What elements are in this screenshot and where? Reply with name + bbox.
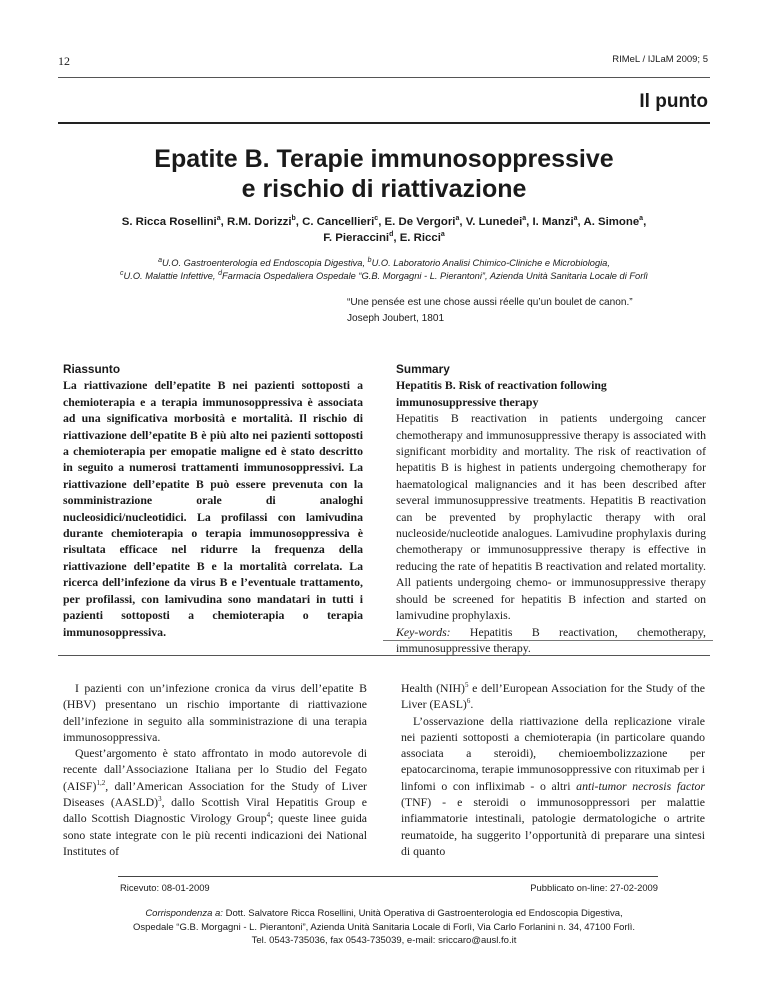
abstract-italian-text: La riattivazione dell’epatite B nei pazienti sottoposti a chemioterapia e a terapia immunosoppressiva è associata ad una significativa morbosità e mortalità. Il rischio di riattivazione dell’epatite B è più alto nei pazienti sottoposti a chemioterapia per emopatie maligne ed è stato descritto in seguito a numerosi trattamenti immunosoppressivi. La riattivazione dell’epatite B può essere prevenuta con la somministrazione orale di analoghi nucleosidici/nucleotidici. La profilassi con lamivudina durante chemioterapia o terapia immunosoppressiva è risultata efficace nel ridurre la frequenza della riattivazione dell’epatite B e la mortalità correlata. La ricerca dell’infezione da virus B e l’eventuale trattamento, per profilassi, con lamivudina sono mandatari in tutti i pazienti sottoposti a chemioterapia o terapia immunosoppressiva. [63,378,363,639]
journal-citation: RIMeL / IJLaM 2009; 5 [612,54,708,65]
author-affiliation-mark: a [216,215,221,223]
correspondence [58,907,710,948]
body-paragraph: L’osservazione della riattivazione della replicazione virale nei pazienti sottoposti a chemioterapia (in particolare quando associata a steroidi), chemioembolizzazione per epatocarcinoma, terapie immunosoppressive con rituximab per i linfomi o con infliximab - o altri anti-tumor necrosis factor (TNF) - e steroidi o immunosoppressori per malattie infiammatorie intestinali, patologie dermatologiche o artrite reumatoide, ha suggerito l’opportunità di preparare una sintesi di quanto [401,713,705,858]
affiliation-c: U.O. Malattie Infettive, [123,271,219,281]
received-date: Ricevuto: 08-01-2009 [120,882,210,893]
section-label: Il punto [639,91,708,112]
affiliation-a: U.O. Gastroenterologia ed Endoscopia Digestiva, [161,258,368,268]
abstract-italian [63,361,363,640]
author-name: V. Lunedei [465,216,523,228]
author-name: F. Pieraccini [323,232,390,244]
keywords-label: Key-words: [396,624,451,639]
abstract-english-text: Hepatitis B reactivation in patients undergoing cancer chemotherapy and immunosuppressive therapy is associated with significant morbidity and mortality. The risk of reactivation of hepatitis B is highest in patients undergoing chemotherapy for haematological malignancies and it has been described after several immunosuppressive treatments. Hepatitis B reactivation can be prevented by prophylactic therapy with oral nucleoside/nucleotide analogues. Lamivudine prophylaxis during chemotherapy or immunosuppressive therapy is effective in reducing the rate of hepatitis B reactivation and related mortality. All patients undergoing chemo- or immunosuppressive therapy should be screened for hepatitis B infection and started on lamivudine prophylaxis. [396,411,706,623]
affiliation-b: U.O. Laboratorio Analisi Chimico-Cliniche e Microbiologia, [371,258,610,268]
footer-rule [118,876,658,877]
body-paragraph: I pazienti con un’infezione cronica da virus dell’epatite B (HBV) presentano un rischio importante di riattivazione dell’infezione in seguito alla somministrazione di una terapia immunosoppressiva. [63,681,367,744]
abstract-rule [58,655,710,656]
author-name: R.M. Dorizzi [226,216,292,228]
author-affiliation-mark: a [573,215,578,223]
body-paragraph: Health (NIH)$^5$ e dell’European Association for the Study of the Liver (EASL)$^6$. [401,681,706,712]
abstract-english [396,361,706,656]
page-number: 12 [58,54,70,68]
citation-ref: 5 [464,681,469,690]
italic-term: anti-tumor necrosis factor [576,778,705,793]
title-line-2: e rischio di riattivazione [241,175,527,203]
keywords-text: Hepatitis B reactivation, chemotherapy, immunosuppressive therapy. [396,624,706,655]
citation-ref: 3 [158,795,162,804]
affiliation-d: Farmacia Ospedaliera Ospedale “G.B. Morgagni - L. Pierantoni”, Azienda Unità Sanitaria Locale di Forlì [222,271,648,281]
correspondence-line-2: Ospedale “G.B. Morgagni - L. Pierantoni”, Azienda Unità Sanitaria Locale di Forlì, Via Carlo Forlanini n. 34, 47100 Forlì. [132,921,635,933]
author-name: E. De Vergori [384,216,456,228]
author-name: I. Manzi [532,216,574,228]
abstract-english-heading: Summary [396,362,450,376]
section-rule [58,122,710,124]
header-rule [58,77,710,78]
author-name: S. Ricca Rosellini [121,216,217,228]
epigraph-quote: “Une pensée est une chose aussi réelle qu’un boulet de canon.” [347,297,633,308]
citation-ref: 4 [266,811,271,820]
affiliations: $^a$U.O. Gastroenterologia ed Endoscopia Digestiva, $^b$U.O. Laboratorio Analisi Chimico-Cliniche e Microbiologia, $^c$U.O. Malattie Infettive, $^d$Farmacia Ospedaliera Ospedale “G.B. Morgagni - L. Pierantoni”, Azienda Unità Sanitaria Locale di Forlì [120,256,648,281]
abstract-english-rule [383,640,713,641]
abstract-italian-heading: Riassunto [63,362,121,376]
author-affiliation-mark: a [440,231,445,239]
author-name: C. Cancellieri [302,216,375,228]
title-line-1: Epatite B. Terapie immunosoppressive [154,145,614,173]
abstract-english-title: Hepatitis B. Risk of reactivation following immunosuppressive therapy [396,378,607,409]
author-affiliation-mark: a [522,215,527,223]
author-affiliation-mark: a [455,215,460,223]
correspondence-line-1: Dott. Salvatore Ricca Rosellini, Unità Operativa di Gastroenterologia ed Endoscopia Digestiva, [222,908,623,919]
correspondence-label: Corrispondenza a: [145,908,223,919]
author-affiliation-mark: c [374,215,379,223]
body-paragraph: Quest’argomento è stato affrontato in modo autorevole di recente dall’Associazione Italiana per lo Studio del Fegato (AISF)$^{1,2}$, dall’American Association for the Study of Liver Diseases (AASLD)$^3$, dallo Scottish Viral Hepatitis Group e dallo Scottish Diagnostic Virology Group$^4$; queste linee guida sono state integrate con le più recenti indicazioni dei National Institutes of [63,746,367,858]
author-name: E. Ricci [399,232,441,244]
body-column-1 [63,680,367,859]
author-name: A. Simone [583,216,640,228]
author-list: S. Ricca Rosellini$^a$, R.M. Dorizzi$^b$, C. Cancellieri$^c$, E. De Vergori$^a$, V. Lunedei$^a$, I. Manzi$^a$, A. Simone$^a$, F. Pieraccini$^d$, E. Ricci$^a$ [121,215,647,244]
correspondence-line-3: Tel. 0543-735036, fax 0543-735039, e-mail: sriccaro@ausl.fo.it [251,935,517,946]
citation-ref: 6 [466,697,471,706]
author-affiliation-mark: b [291,215,296,223]
citation-ref: 1,2 [96,778,106,787]
epigraph-attribution: Joseph Joubert, 1801 [347,313,445,324]
article-title [58,144,710,204]
published-date: Pubblicato on-line: 27-02-2009 [530,882,658,893]
epigraph [347,295,717,327]
body-column-2 [401,680,705,859]
author-affiliation-mark: d [389,231,394,239]
author-affiliation-mark: a [639,215,644,223]
